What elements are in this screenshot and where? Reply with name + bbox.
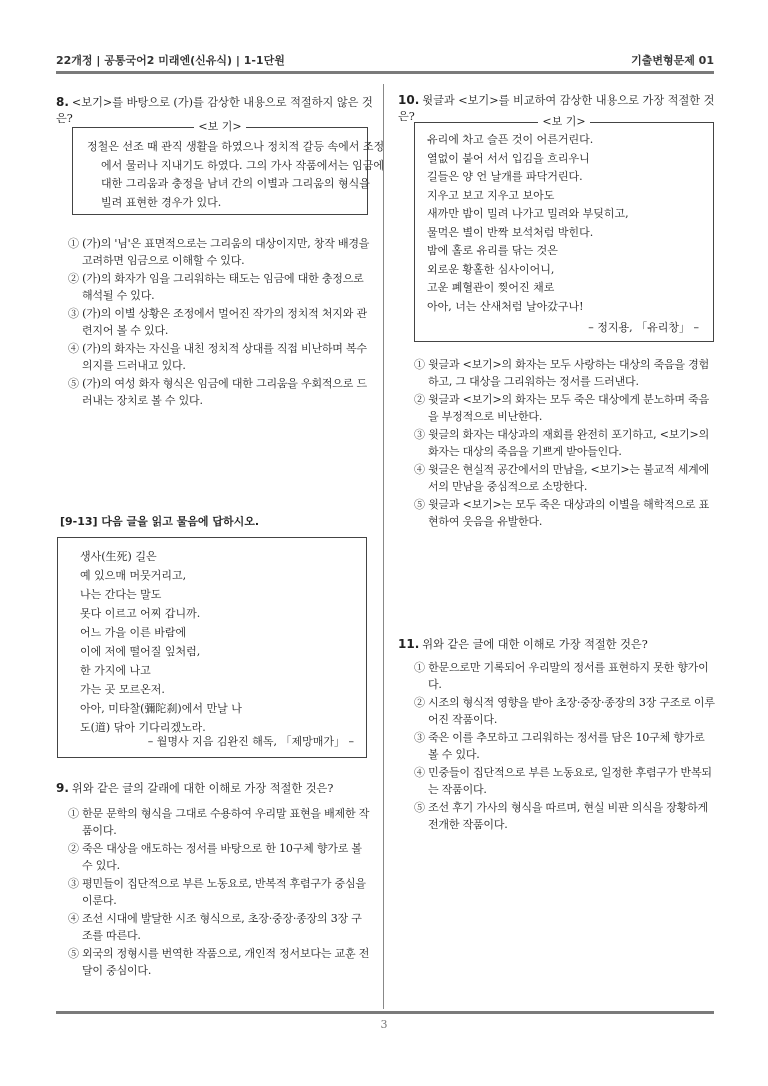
bogi-line: 정철은 선조 때 관직 생활을 하였으나 정치적 갈등 속에서 조정 <box>87 140 385 153</box>
question-10-bogi-box <box>414 115 714 342</box>
bogi-author: – 정지용, 「유리창」 – <box>588 321 699 334</box>
bogi-line: 길들은 양 언 날개를 파닥거린다. <box>427 170 583 183</box>
bogi-line: 대한 그리움과 충정을 남녀 간의 이별과 그리움의 형식을 <box>101 177 370 190</box>
question-10-number: 10. <box>398 93 420 107</box>
bogi-line: 아아, 너는 산새처럼 날아갔구나! <box>427 299 584 313</box>
poem-line: 가는 곳 모르온저. <box>80 683 165 696</box>
choice-1[interactable]: ① 한문으로만 기록되어 우리말의 정서를 표현하지 못한 향가이다. <box>414 661 709 691</box>
header-course-info: 22개정 | 공통국어2 미래엔(신유식) | 1-1단원 <box>56 54 285 67</box>
question-10-choices <box>414 356 716 531</box>
passage-author: – 월명사 지음 김완진 해독, 「제망매가」 – <box>147 735 354 748</box>
choice-5[interactable]: ⑤ 윗글과 <보기>는 모두 죽은 대상과의 이별을 해학적으로 표현하여 웃음을 유발한다. <box>414 498 710 528</box>
choice-3[interactable]: ③ 죽은 이를 추모하고 그리워하는 정서를 담은 10구체 향가로 볼 수 있다. <box>414 731 705 761</box>
bogi-line: 외로운 황홀한 심사이어니, <box>427 262 555 276</box>
bogi-line: 새까만 밤이 밀려 나가고 밀려와 부딪히고, <box>427 207 629 220</box>
poem-line: 이에 저에 떨어질 잎처럼, <box>80 645 201 658</box>
header-exam-type: 기출변형문제 01 <box>631 54 714 67</box>
question-8-bogi-box <box>72 120 385 215</box>
choice-1[interactable]: ① (가)의 '님'은 표면적으로는 그리움의 대상이지만, 창작 배경을 고려하면 임금으로 이해할 수 있다. <box>68 237 370 267</box>
footer-divider <box>56 1011 714 1014</box>
header-divider <box>56 71 714 74</box>
question-9-text: 위와 같은 글의 갈래에 대한 이해로 가장 적절한 것은? <box>71 782 334 795</box>
question-9-choices <box>68 805 370 980</box>
bogi-label: <보 기> <box>538 115 589 128</box>
bogi-line: 에서 물러나 지내기도 하였다. 그의 가사 작품에서는 임금에 <box>101 158 384 172</box>
question-10-bogi-poem <box>427 131 629 316</box>
question-11-stem <box>398 636 716 653</box>
choice-4[interactable]: ④ 조선 시대에 발달한 시조 형식으로, 초장·중장·종장의 3장 구조를 따른다. <box>68 912 362 942</box>
poem-line: 예 있으매 머뭇거리고, <box>80 569 187 582</box>
question-11-choices <box>414 659 716 834</box>
section-title: [9-13] 다음 글을 읽고 물음에 답하시오. <box>60 515 260 528</box>
choice-5[interactable]: ⑤ (가)의 여성 화자 형식은 임금에 대한 그리움을 우회적으로 드러내는 장치로 볼 수 있다. <box>68 377 367 407</box>
poem-line: 아아, 미타찰(彌陀刹)에서 만날 나 <box>80 702 242 715</box>
page-number: 3 <box>380 1018 388 1031</box>
question-8-choices <box>68 235 370 410</box>
choice-2[interactable]: ② 죽은 대상을 애도하는 정서를 바탕으로 한 10구체 향가로 볼 수 있다. <box>68 842 362 872</box>
passage-box <box>57 537 367 758</box>
choice-4[interactable]: ④ 윗글은 현실적 공간에서의 만남을, <보기>는 불교적 세계에서의 만남을 중심적으로 소망한다. <box>414 463 710 493</box>
question-8-number: 8. <box>56 95 69 109</box>
poem-line: 도(道) 닦아 기다리겠노라. <box>80 721 206 734</box>
choice-1[interactable]: ① 한문 문학의 형식을 그대로 수용하여 우리말 표현을 배제한 작품이다. <box>68 807 370 837</box>
choice-2[interactable]: ② (가)의 화자가 임을 그리워하는 태도는 임금에 대한 충정으로 해석될 수 있다. <box>68 272 364 302</box>
choice-2[interactable]: ② 시조의 형식적 영향을 받아 초장·중장·종장의 3장 구조로 이루어진 작품이다. <box>414 696 715 726</box>
choice-4[interactable]: ④ 민중들이 집단적으로 부른 노동요로, 일정한 후렴구가 반복되는 작품이다. <box>414 766 712 796</box>
bogi-line: 빌려 표현한 경우가 있다. <box>101 195 222 209</box>
bogi-line: 고운 폐혈관이 찢어진 채로 <box>427 281 555 294</box>
choice-2[interactable]: ② 윗글과 <보기>의 화자는 모두 죽은 대상에게 분노하며 죽음을 부정적으로 비난한다. <box>414 393 710 423</box>
page-header <box>56 50 714 72</box>
bogi-line: 열없이 붙어 서서 입김을 흐리우니 <box>427 151 590 165</box>
bogi-line: 밤에 홀로 유리를 닦는 것은 <box>427 244 558 257</box>
choice-3[interactable]: ③ 평민들이 집단적으로 부른 노동요로, 반복적 후렴구가 중심을 이룬다. <box>68 877 366 907</box>
passage-poem <box>80 547 242 737</box>
question-11-text: 위와 같은 글에 대한 이해로 가장 적절한 것은? <box>422 638 648 651</box>
choice-4[interactable]: ④ (가)의 화자는 자신을 내친 정치적 상대를 직접 비난하며 복수 의지를 드러내고 있다. <box>68 342 367 372</box>
bogi-line: 유리에 차고 슬픈 것이 어른거린다. <box>427 133 594 146</box>
bogi-label: <보 기> <box>194 120 245 133</box>
choice-3[interactable]: ③ (가)의 이별 상황은 조정에서 멀어진 작가의 정치적 처지와 관련지어 볼 수 있다. <box>68 307 367 337</box>
question-8-bogi-text <box>87 138 384 212</box>
poem-line: 못다 이르고 어찌 갑니까. <box>80 607 201 620</box>
poem-line: 생사(生死) 길은 <box>80 550 157 563</box>
choice-5[interactable]: ⑤ 조선 후기 가사의 형식을 따르며, 현실 비판 의식을 장황하게 전개한 작품이다. <box>414 801 708 831</box>
question-10-text: 윗글과 <보기>를 비교하여 감상한 내용으로 가장 적절한 것은? <box>398 94 715 123</box>
bogi-line: 물먹은 별이 반짝 보석처럼 박힌다. <box>427 225 594 239</box>
choice-5[interactable]: ⑤ 외국의 정형시를 번역한 작품으로, 개인적 정서보다는 교훈 전달이 중심이다. <box>68 947 370 977</box>
question-8-text: <보기>를 바탕으로 (가)를 감상한 내용으로 적절하지 않은 것은? <box>56 96 373 125</box>
choice-3[interactable]: ③ 윗글의 화자는 대상과의 재회를 완전히 포기하고, <보기>의 화자는 대상의 죽음을 기쁘게 받아들인다. <box>414 428 710 458</box>
choice-1[interactable]: ① 윗글과 <보기>의 화자는 모두 사랑하는 대상의 죽음을 경험하고, 그 대상을 그리워하는 정서를 드러낸다. <box>414 358 710 388</box>
question-9-stem <box>56 780 376 797</box>
question-11-number: 11. <box>398 637 420 651</box>
question-9-number: 9. <box>56 781 69 795</box>
bogi-line: 지우고 보고 지우고 보아도 <box>427 188 555 202</box>
poem-line: 나는 간다는 말도 <box>80 588 162 601</box>
poem-line: 어느 가을 이른 바람에 <box>80 626 187 639</box>
poem-line: 한 가지에 나고 <box>80 664 151 677</box>
column-divider <box>383 84 384 1009</box>
